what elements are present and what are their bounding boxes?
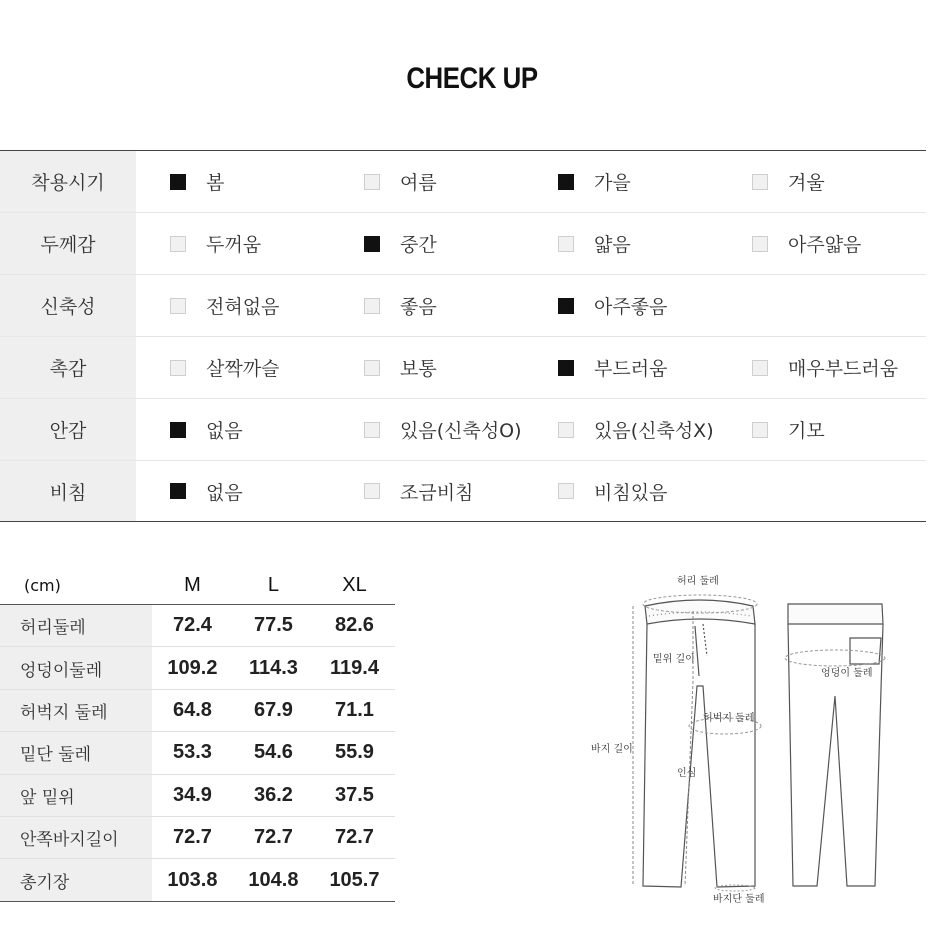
size-value: 72.7 — [233, 816, 314, 858]
checkup-option — [170, 213, 261, 274]
checkup-option — [752, 337, 898, 398]
checkup-option-label: 전혀없음 — [206, 296, 280, 318]
unchecked-box-icon — [170, 298, 186, 314]
checkup-option — [170, 461, 243, 521]
unchecked-box-icon — [364, 298, 380, 314]
checkup-options — [136, 275, 926, 336]
checkup-option-label: 있음(신축성X) — [594, 420, 714, 442]
checked-box-icon — [558, 174, 574, 190]
hip-label: 엉덩이 둘레 — [821, 668, 873, 679]
checkup-option — [752, 151, 825, 212]
hip-measure-line — [785, 650, 885, 666]
thigh-label: 허벅지 둘레 — [703, 713, 755, 724]
unchecked-box-icon — [752, 360, 768, 376]
rise-label: 밑위 길이 — [653, 654, 695, 665]
checkup-option-label: 여름 — [400, 172, 437, 194]
unchecked-box-icon — [364, 422, 380, 438]
size-value: 72.7 — [314, 816, 395, 858]
size-value: 109.2 — [152, 647, 233, 689]
checkup-row — [0, 461, 926, 521]
size-col-m: M — [152, 566, 233, 605]
checkup-option-label: 기모 — [788, 420, 825, 442]
checkup-row-label: 착용시기 — [0, 151, 136, 212]
checkup-option — [364, 461, 473, 521]
size-col-xl: XL — [314, 566, 395, 605]
checkup-row — [0, 399, 926, 461]
size-row — [0, 605, 395, 647]
size-value: 104.8 — [233, 859, 314, 901]
checkup-option-label: 가을 — [594, 172, 631, 194]
checkup-option — [558, 275, 667, 336]
size-row — [0, 689, 395, 731]
checkup-option-label: 있음(신축성O) — [400, 420, 522, 442]
size-row-label: 총기장 — [0, 859, 152, 901]
checkup-option — [558, 151, 631, 212]
size-row-label: 엉덩이둘레 — [0, 647, 152, 689]
checkup-options — [136, 213, 926, 274]
checkup-row — [0, 337, 926, 399]
hem-label: 바지단 둘레 — [713, 894, 765, 905]
size-row-label: 밑단 둘레 — [0, 732, 152, 774]
checkup-option — [170, 399, 243, 460]
checkup-options — [136, 151, 926, 212]
checkup-option-label: 없음 — [206, 481, 243, 504]
checkup-option — [170, 337, 279, 398]
checkup-option — [364, 399, 522, 460]
checkup-option — [170, 151, 224, 212]
unchecked-box-icon — [364, 174, 380, 190]
checkup-option-label: 얇음 — [594, 234, 631, 256]
page-title: CHECK UP — [406, 62, 538, 95]
size-value: 72.7 — [152, 816, 233, 858]
checkup-option-label: 좋음 — [400, 296, 437, 318]
size-value: 77.5 — [233, 605, 314, 647]
unit-label: (cm) — [0, 566, 152, 605]
checkup-option-label: 아주좋음 — [594, 296, 668, 318]
size-row — [0, 647, 395, 689]
checkup-option-label: 겨울 — [788, 172, 825, 194]
size-value: 119.4 — [314, 647, 395, 689]
checkup-options — [136, 337, 926, 398]
checkup-option — [170, 275, 279, 336]
unchecked-box-icon — [558, 236, 574, 252]
size-row-label: 앞 밑위 — [0, 774, 152, 816]
checkup-option-label: 조금비침 — [400, 481, 474, 504]
size-value: 53.3 — [152, 732, 233, 774]
checkup-option — [364, 337, 437, 398]
size-value: 103.8 — [152, 859, 233, 901]
front-pants-illustration — [643, 600, 755, 887]
checkup-option — [558, 399, 714, 460]
checkup-option-label: 봄 — [206, 172, 225, 194]
checkup-option-label: 두꺼움 — [206, 234, 262, 256]
checkup-row-label: 두께감 — [0, 213, 136, 274]
size-value: 105.7 — [314, 859, 395, 901]
size-table — [0, 566, 395, 902]
unchecked-box-icon — [558, 422, 574, 438]
checkup-row-label: 신축성 — [0, 275, 136, 336]
checkup-option-label: 부드러움 — [594, 358, 668, 380]
size-row — [0, 816, 395, 858]
size-col-l: L — [233, 566, 314, 605]
unchecked-box-icon — [752, 236, 768, 252]
checkup-option-label: 아주얇음 — [788, 234, 862, 256]
size-row — [0, 859, 395, 901]
checkup-option — [558, 213, 631, 274]
size-value: 71.1 — [314, 689, 395, 731]
unchecked-box-icon — [752, 174, 768, 190]
size-header-row — [0, 566, 395, 605]
unchecked-box-icon — [558, 483, 574, 499]
checkup-table — [0, 150, 926, 522]
size-value: 54.6 — [233, 732, 314, 774]
unchecked-box-icon — [170, 360, 186, 376]
checkup-option-label: 보통 — [400, 358, 437, 380]
size-value: 72.4 — [152, 605, 233, 647]
checkup-option-label: 중간 — [400, 234, 437, 256]
size-value: 114.3 — [233, 647, 314, 689]
checkup-option-label: 비침있음 — [594, 481, 668, 504]
unchecked-box-icon — [364, 360, 380, 376]
unchecked-box-icon — [752, 422, 768, 438]
size-value: 34.9 — [152, 774, 233, 816]
checkup-options — [136, 461, 926, 521]
checkup-option — [364, 213, 437, 274]
size-value: 67.9 — [233, 689, 314, 731]
checkup-row — [0, 151, 926, 213]
size-value: 64.8 — [152, 689, 233, 731]
inseam-line — [685, 681, 693, 886]
size-row-label: 허벅지 둘레 — [0, 689, 152, 731]
checkup-row-label: 촉감 — [0, 337, 136, 398]
checkup-option — [364, 151, 437, 212]
checked-box-icon — [170, 483, 186, 499]
checkup-options — [136, 399, 926, 460]
checkup-row-label: 안감 — [0, 399, 136, 460]
pants-diagram — [585, 566, 915, 906]
back-pants-illustration — [788, 604, 883, 886]
size-value: 82.6 — [314, 605, 395, 647]
size-value: 55.9 — [314, 732, 395, 774]
size-row-label: 허리둘레 — [0, 605, 152, 647]
checkup-option — [364, 275, 437, 336]
size-row — [0, 774, 395, 816]
size-value: 36.2 — [233, 774, 314, 816]
checkup-row — [0, 275, 926, 337]
checked-box-icon — [558, 298, 574, 314]
checked-box-icon — [170, 422, 186, 438]
checkup-row-label: 비침 — [0, 461, 136, 521]
checkup-option-label: 매우부드러움 — [788, 358, 899, 380]
checkup-row — [0, 213, 926, 275]
checkup-option — [752, 213, 861, 274]
pants-length-label: 바지 길이 — [591, 744, 633, 755]
checkup-option — [558, 337, 667, 398]
size-row-label: 안쪽바지길이 — [0, 816, 152, 858]
waist-label: 허리 둘레 — [677, 576, 719, 587]
checked-box-icon — [558, 360, 574, 376]
unchecked-box-icon — [364, 483, 380, 499]
checkup-option-label: 없음 — [206, 420, 243, 442]
checkup-option — [752, 399, 825, 460]
checkup-option-label: 살짝까슬 — [206, 358, 280, 380]
size-value: 37.5 — [314, 774, 395, 816]
checked-box-icon — [170, 174, 186, 190]
size-row — [0, 732, 395, 774]
checkup-option — [558, 461, 667, 521]
checked-box-icon — [364, 236, 380, 252]
inseam-label: 인심 — [677, 768, 697, 779]
unchecked-box-icon — [170, 236, 186, 252]
